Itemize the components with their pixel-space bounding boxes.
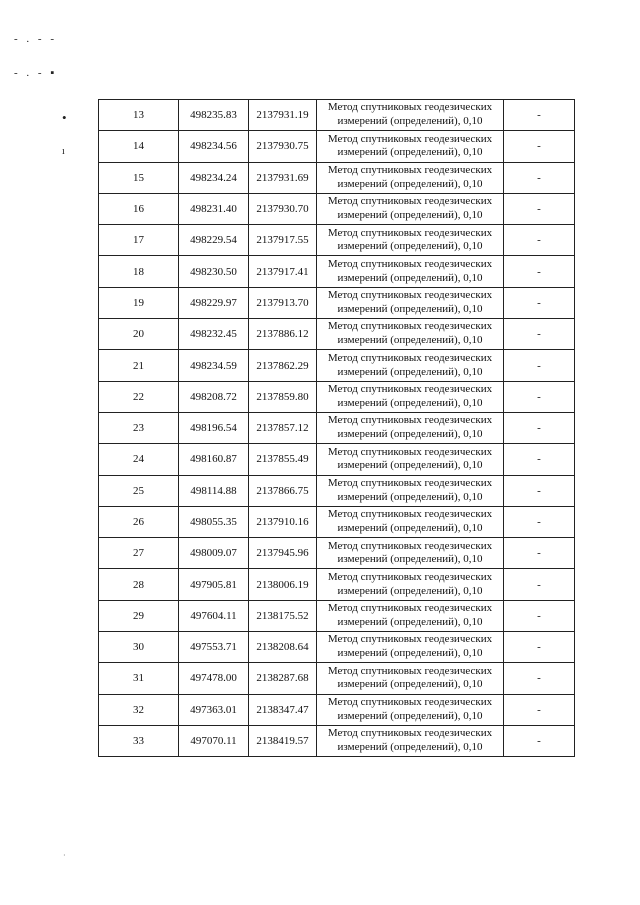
method-cell — [317, 632, 504, 663]
y-coordinate-cell: 2137931.69 — [249, 162, 317, 193]
table-row — [99, 412, 575, 443]
table-row — [99, 381, 575, 412]
table-row — [99, 600, 575, 631]
point-number-cell: 13 — [99, 100, 179, 131]
x-coordinate-cell: 498231.40 — [179, 193, 249, 224]
table-row — [99, 131, 575, 162]
point-number-cell: 22 — [99, 381, 179, 412]
table-row — [99, 287, 575, 318]
table-row — [99, 569, 575, 600]
method-cell — [317, 412, 504, 443]
y-coordinate-cell: 2137917.41 — [249, 256, 317, 287]
method-line: Метод спутниковых геодезических — [327, 539, 493, 552]
x-coordinate-cell: 497905.81 — [179, 569, 249, 600]
method-line: Метод спутниковых геодезических — [327, 633, 493, 646]
table-row — [99, 193, 575, 224]
table-row — [99, 506, 575, 537]
y-coordinate-cell: 2137886.12 — [249, 319, 317, 350]
method-cell — [317, 444, 504, 475]
scan-mark: • — [62, 110, 67, 125]
point-number-cell: 17 — [99, 225, 179, 256]
method-cell — [317, 600, 504, 631]
x-coordinate-cell: 498234.56 — [179, 131, 249, 162]
table-row — [99, 225, 575, 256]
method-line: Метод спутниковых геодезических — [327, 476, 493, 489]
method-cell — [317, 381, 504, 412]
y-coordinate-cell: 2138419.57 — [249, 725, 317, 756]
table-row — [99, 694, 575, 725]
y-coordinate-cell: 2137945.96 — [249, 538, 317, 569]
value-cell: - — [504, 694, 575, 725]
value-cell: - — [504, 131, 575, 162]
value-cell: - — [504, 193, 575, 224]
x-coordinate-cell: 498235.83 — [179, 100, 249, 131]
value-cell: - — [504, 538, 575, 569]
value-cell: - — [504, 569, 575, 600]
method-cell — [317, 538, 504, 569]
method-cell — [317, 319, 504, 350]
point-number-cell: 20 — [99, 319, 179, 350]
method-line: Метод спутниковых геодезических — [327, 351, 493, 364]
value-cell: - — [504, 506, 575, 537]
value-cell: - — [504, 319, 575, 350]
value-cell: - — [504, 162, 575, 193]
value-cell: - — [504, 381, 575, 412]
y-coordinate-cell: 2138347.47 — [249, 694, 317, 725]
method-line: измерений (определений), 0,10 — [337, 302, 483, 315]
method-line: измерений (определений), 0,10 — [337, 553, 483, 566]
y-coordinate-cell: 2137862.29 — [249, 350, 317, 381]
method-line: Метод спутниковых геодезических — [327, 101, 493, 114]
point-number-cell: 25 — [99, 475, 179, 506]
point-number-cell: 33 — [99, 725, 179, 756]
point-number-cell: 27 — [99, 538, 179, 569]
method-line: Метод спутниковых геодезических — [327, 508, 493, 521]
x-coordinate-cell: 497604.11 — [179, 600, 249, 631]
x-coordinate-cell: 497553.71 — [179, 632, 249, 663]
value-cell: - — [504, 444, 575, 475]
method-line: измерений (определений), 0,10 — [337, 678, 483, 691]
value-cell: - — [504, 475, 575, 506]
method-cell — [317, 225, 504, 256]
y-coordinate-cell: 2137855.49 — [249, 444, 317, 475]
y-coordinate-cell: 2137930.70 — [249, 193, 317, 224]
y-coordinate-cell: 2137866.75 — [249, 475, 317, 506]
method-line: измерений (определений), 0,10 — [337, 428, 483, 441]
method-line: Метод спутниковых геодезических — [327, 602, 493, 615]
method-cell — [317, 506, 504, 537]
point-number-cell: 15 — [99, 162, 179, 193]
method-line: Метод спутниковых геодезических — [327, 570, 493, 583]
x-coordinate-cell: 498229.54 — [179, 225, 249, 256]
value-cell: - — [504, 632, 575, 663]
y-coordinate-cell: 2138175.52 — [249, 600, 317, 631]
method-cell — [317, 663, 504, 694]
value-cell: - — [504, 287, 575, 318]
table-row — [99, 444, 575, 475]
point-number-cell: 28 — [99, 569, 179, 600]
value-cell: - — [504, 600, 575, 631]
scan-mark: - . - - — [14, 33, 57, 45]
method-line: Метод спутниковых геодезических — [327, 195, 493, 208]
coordinates-table-body — [99, 100, 575, 757]
method-line: Метод спутниковых геодезических — [327, 414, 493, 427]
method-line: измерений (определений), 0,10 — [337, 615, 483, 628]
point-number-cell: 16 — [99, 193, 179, 224]
method-line: Метод спутниковых геодезических — [327, 664, 493, 677]
y-coordinate-cell: 2138287.68 — [249, 663, 317, 694]
table-row — [99, 475, 575, 506]
y-coordinate-cell: 2137917.55 — [249, 225, 317, 256]
value-cell: - — [504, 663, 575, 694]
scan-mark: ı — [62, 146, 65, 157]
point-number-cell: 24 — [99, 444, 179, 475]
x-coordinate-cell: 498208.72 — [179, 381, 249, 412]
point-number-cell: 30 — [99, 632, 179, 663]
method-line: измерений (определений), 0,10 — [337, 709, 483, 722]
table-row — [99, 350, 575, 381]
method-cell — [317, 694, 504, 725]
method-line: Метод спутниковых геодезических — [327, 289, 493, 302]
point-number-cell: 32 — [99, 694, 179, 725]
value-cell: - — [504, 725, 575, 756]
value-cell: - — [504, 225, 575, 256]
method-line: Метод спутниковых геодезических — [327, 163, 493, 176]
method-line: Метод спутниковых геодезических — [327, 383, 493, 396]
y-coordinate-cell: 2137931.19 — [249, 100, 317, 131]
table-row — [99, 100, 575, 131]
table-row — [99, 319, 575, 350]
method-cell — [317, 193, 504, 224]
table-row — [99, 162, 575, 193]
x-coordinate-cell: 498230.50 — [179, 256, 249, 287]
x-coordinate-cell: 498055.35 — [179, 506, 249, 537]
y-coordinate-cell: 2138208.64 — [249, 632, 317, 663]
method-cell — [317, 287, 504, 318]
table-row — [99, 725, 575, 756]
x-coordinate-cell: 498234.59 — [179, 350, 249, 381]
method-line: Метод спутниковых геодезических — [327, 445, 493, 458]
point-number-cell: 21 — [99, 350, 179, 381]
method-line: измерений (определений), 0,10 — [337, 240, 483, 253]
point-number-cell: 14 — [99, 131, 179, 162]
method-line: измерений (определений), 0,10 — [337, 146, 483, 159]
y-coordinate-cell: 2137913.70 — [249, 287, 317, 318]
table-row — [99, 663, 575, 694]
scan-mark: · — [63, 851, 66, 860]
method-line: измерений (определений), 0,10 — [337, 271, 483, 284]
point-number-cell: 29 — [99, 600, 179, 631]
method-line: Метод спутниковых геодезических — [327, 696, 493, 709]
y-coordinate-cell: 2138006.19 — [249, 569, 317, 600]
method-line: измерений (определений), 0,10 — [337, 115, 483, 128]
method-line: Метод спутниковых геодезических — [327, 727, 493, 740]
point-number-cell: 18 — [99, 256, 179, 287]
method-line: измерений (определений), 0,10 — [337, 177, 483, 190]
method-line: измерений (определений), 0,10 — [337, 209, 483, 222]
value-cell: - — [504, 350, 575, 381]
x-coordinate-cell: 498234.24 — [179, 162, 249, 193]
method-line: измерений (определений), 0,10 — [337, 584, 483, 597]
method-line: измерений (определений), 0,10 — [337, 741, 483, 754]
x-coordinate-cell: 498160.87 — [179, 444, 249, 475]
method-cell — [317, 725, 504, 756]
y-coordinate-cell: 2137859.80 — [249, 381, 317, 412]
method-line: измерений (определений), 0,10 — [337, 490, 483, 503]
method-cell — [317, 131, 504, 162]
x-coordinate-cell: 498114.88 — [179, 475, 249, 506]
table-row — [99, 538, 575, 569]
value-cell: - — [504, 256, 575, 287]
method-cell — [317, 350, 504, 381]
method-line: измерений (определений), 0,10 — [337, 334, 483, 347]
point-number-cell: 23 — [99, 412, 179, 443]
method-cell — [317, 256, 504, 287]
y-coordinate-cell: 2137930.75 — [249, 131, 317, 162]
x-coordinate-cell: 498009.07 — [179, 538, 249, 569]
coordinates-table — [98, 99, 575, 757]
x-coordinate-cell: 498196.54 — [179, 412, 249, 443]
method-cell — [317, 569, 504, 600]
value-cell: - — [504, 412, 575, 443]
method-line: Метод спутниковых геодезических — [327, 257, 493, 270]
method-line: измерений (определений), 0,10 — [337, 647, 483, 660]
scan-mark: - . - ▪ — [14, 67, 58, 79]
point-number-cell: 19 — [99, 287, 179, 318]
method-line: измерений (определений), 0,10 — [337, 522, 483, 534]
method-line: измерений (определений), 0,10 — [337, 365, 483, 378]
method-line: измерений (определений), 0,10 — [337, 396, 483, 409]
method-cell — [317, 100, 504, 131]
x-coordinate-cell: 497363.01 — [179, 694, 249, 725]
value-cell: - — [504, 100, 575, 131]
method-line: измерений (определений), 0,10 — [337, 459, 483, 472]
method-line: Метод спутниковых геодезических — [327, 132, 493, 145]
point-number-cell: 26 — [99, 506, 179, 537]
point-number-cell: 31 — [99, 663, 179, 694]
y-coordinate-cell: 2137910.16 — [249, 506, 317, 537]
y-coordinate-cell: 2137857.12 — [249, 412, 317, 443]
method-cell — [317, 475, 504, 506]
table-row — [99, 632, 575, 663]
x-coordinate-cell: 498232.45 — [179, 319, 249, 350]
method-line: Метод спутниковых геодезических — [327, 320, 493, 333]
method-cell — [317, 162, 504, 193]
method-line: Метод спутниковых геодезических — [327, 226, 493, 239]
x-coordinate-cell: 497478.00 — [179, 663, 249, 694]
x-coordinate-cell: 498229.97 — [179, 287, 249, 318]
x-coordinate-cell: 497070.11 — [179, 725, 249, 756]
table-row — [99, 256, 575, 287]
